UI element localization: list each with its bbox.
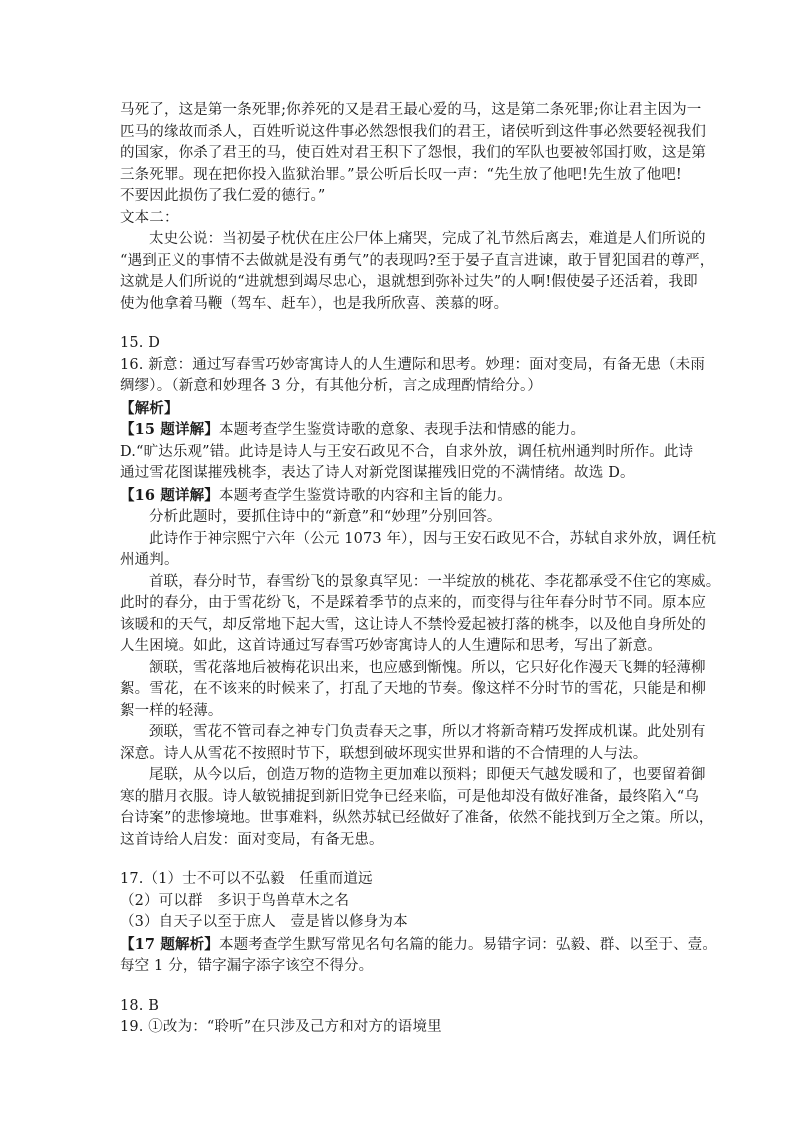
q17-answer-3: （3）自天子以至于庶人 壹是皆以修身为本 bbox=[120, 914, 408, 930]
q18-answer: 18. B bbox=[120, 997, 160, 1014]
detail-16-heading bbox=[120, 485, 692, 508]
q17-analysis bbox=[120, 934, 718, 957]
translation-part1 bbox=[120, 100, 706, 208]
text-line: 人生困境。如此，这首诗通过写春雪巧妙寄寓诗人的人生遭际和思考，写出了新意。 bbox=[120, 638, 663, 654]
detail-16-text: 本题考查学生鉴赏诗歌的内容和主旨的能力。 bbox=[218, 487, 512, 504]
text-line: 马死了，这是第一条死罪;你养死的又是君王最心爱的马，这是第二条死罪;你让君主因为一 bbox=[120, 102, 702, 118]
q17-answer-1: 17.（1）士不可以不弘毅 任重而道远 bbox=[120, 871, 373, 887]
question-18 bbox=[120, 996, 692, 1018]
text-line: 不要因此损伤了我仁爱的德行。” bbox=[120, 188, 326, 204]
q19-answer: 19. ①改为：“聆听”在只涉及己方和对方的语境里 bbox=[120, 1019, 442, 1035]
question-17 bbox=[120, 869, 718, 978]
analysis-label: 【解析】 bbox=[120, 399, 179, 417]
text-line: 絮。雪花，在不该来的时候来了，打乱了天地的节奏。像这样不分时节的雪花，只能是和柳 bbox=[120, 681, 706, 697]
question-19 bbox=[120, 1017, 692, 1039]
text-line: 此诗作于神宗熙宁六年（公元 1073 年），因与王安石政见不合，苏轼自求外放，调任杭 bbox=[149, 530, 717, 547]
text-line: 的国家，你杀了君王的马，使百姓对君王积下了怨恨，我们的军队也要被邻国打败，这是第 bbox=[120, 145, 706, 161]
text-line: 通过雪花图谋摧残桃李，表达了诗人对新党图谋摧残旧党的不满情绪。故选 D。 bbox=[120, 465, 635, 481]
text-line: 16. 新意：通过写春雪巧妙寄寓诗人的人生遭际和思考。妙理：面对变局，有备无患（未雨 bbox=[120, 356, 705, 373]
text-line: 颔联，雪花落地后被梅花识出来，也应感到惭愧。所以，它只好化作漫天飞舞的轻薄柳 bbox=[149, 659, 706, 676]
detail-16-tag: 【16 题详解】 bbox=[120, 486, 219, 504]
text-line: 絮一样的轻薄。 bbox=[120, 702, 223, 719]
text-line: “遇到正义的事情不去做就是没有勇气”的表现吗?至于晏子直言进谏，敢于冒犯国君的尊严， bbox=[120, 252, 715, 269]
detail-15-tag: 【15 题详解】 bbox=[120, 421, 219, 438]
document-page bbox=[120, 100, 721, 1039]
text-line: 这首诗给人启发：面对变局，有备无患。 bbox=[120, 831, 384, 848]
text-line: 三条死罪。现在把你投入监狱治罪。”景公听后长叹一声：“先生放了他吧!先生放了他吧! bbox=[120, 166, 682, 183]
text-line: 寒的腊月衣服。诗人敏锐捕捉到新旧党争已经来临，可是他却没有做好准备，最终陷入“乌 bbox=[120, 788, 699, 805]
text-line: 使为他拿着马鞭（驾车、赶车），也是我所欣喜、羡慕的呀。 bbox=[120, 295, 509, 312]
q17-analysis-text: 本题考查学生默写常见名句名篇的能力。易错字词：弘毅、群、以至于、壹。 bbox=[218, 936, 718, 953]
text-line: 匹马的缘故而杀人，百姓听说这件事必然怨恨我们的君王，诸侯听到这件事必然要轻视我们 bbox=[120, 123, 706, 140]
text2-label: 文本二： bbox=[120, 209, 179, 226]
text-line: 分析此题时，要抓住诗中的“新意”和“妙理”分别回答。 bbox=[149, 509, 502, 525]
text-line: 该暖和的天气，却反常地下起大雪，这让诗人不禁怜爱起被打落的桃李，以及他自身所处的 bbox=[120, 616, 706, 633]
text-line: 此时的春分，由于雪花纷飞，不是踩着季节的点来的，而变得与往年春分时节不同。原本应 bbox=[120, 595, 706, 611]
text-line: 太史公说：当初晏子枕伏在庄公尸体上痛哭，完成了礼节然后离去，难道是人们所说的 bbox=[149, 231, 706, 247]
text-line: 尾联，从今以后，创造万物的造物主更加难以预料；即便天气越发暖和了，也要留着御 bbox=[149, 767, 706, 783]
text-line: 首联，春分时节，春雪纷飞的景象真罕见：一半绽放的桃花、李花都承受不住它的寒威。 bbox=[149, 573, 721, 590]
text-line: 颈联，雪花不管司春之神专门负责春天之事，所以才将新奇精巧发挥成机谋。此处别有 bbox=[149, 724, 706, 740]
text-line: 深意。诗人从雪花不按照时节下，联想到破坏现实世界和谐的不合情理的人与法。 bbox=[120, 745, 648, 762]
text-line: 台诗案”的悲惨境地。世事难料，纵然苏轼已经做好了准备，依然不能找到万全之策。所以， bbox=[120, 810, 714, 826]
text-line: 绸缪）。（新意和妙理各 3 分，有其他分析，言之成理酌情给分。） bbox=[120, 378, 542, 394]
question-16 bbox=[120, 355, 721, 852]
text-line: 这就是人们所说的“进就想到竭尽忠心，退就想到弥补过失”的人啊!假使晏子还活着，我即 bbox=[120, 274, 698, 290]
question-15 bbox=[120, 333, 692, 355]
q15-answer: 15. D bbox=[120, 335, 161, 351]
text2-section bbox=[120, 208, 715, 316]
detail-15-text: 本题考查学生鉴赏诗歌的意象、表现手法和情感的能力。 bbox=[218, 422, 586, 438]
q17-answer-2: （2）可以群 多识于鸟兽草木之名 bbox=[120, 892, 350, 909]
text-line: 每空 1 分，错字漏字添字该空不得分。 bbox=[120, 958, 374, 974]
q17-analysis-tag: 【17 题解析】 bbox=[120, 935, 219, 953]
text-line: D.“旷达乐观”错。此诗是诗人与王安石政见不合，自求外放，调任杭州通判时所作。此诗 bbox=[120, 443, 694, 460]
detail-15-heading bbox=[120, 419, 692, 442]
text-line: 州通判。 bbox=[120, 552, 179, 568]
